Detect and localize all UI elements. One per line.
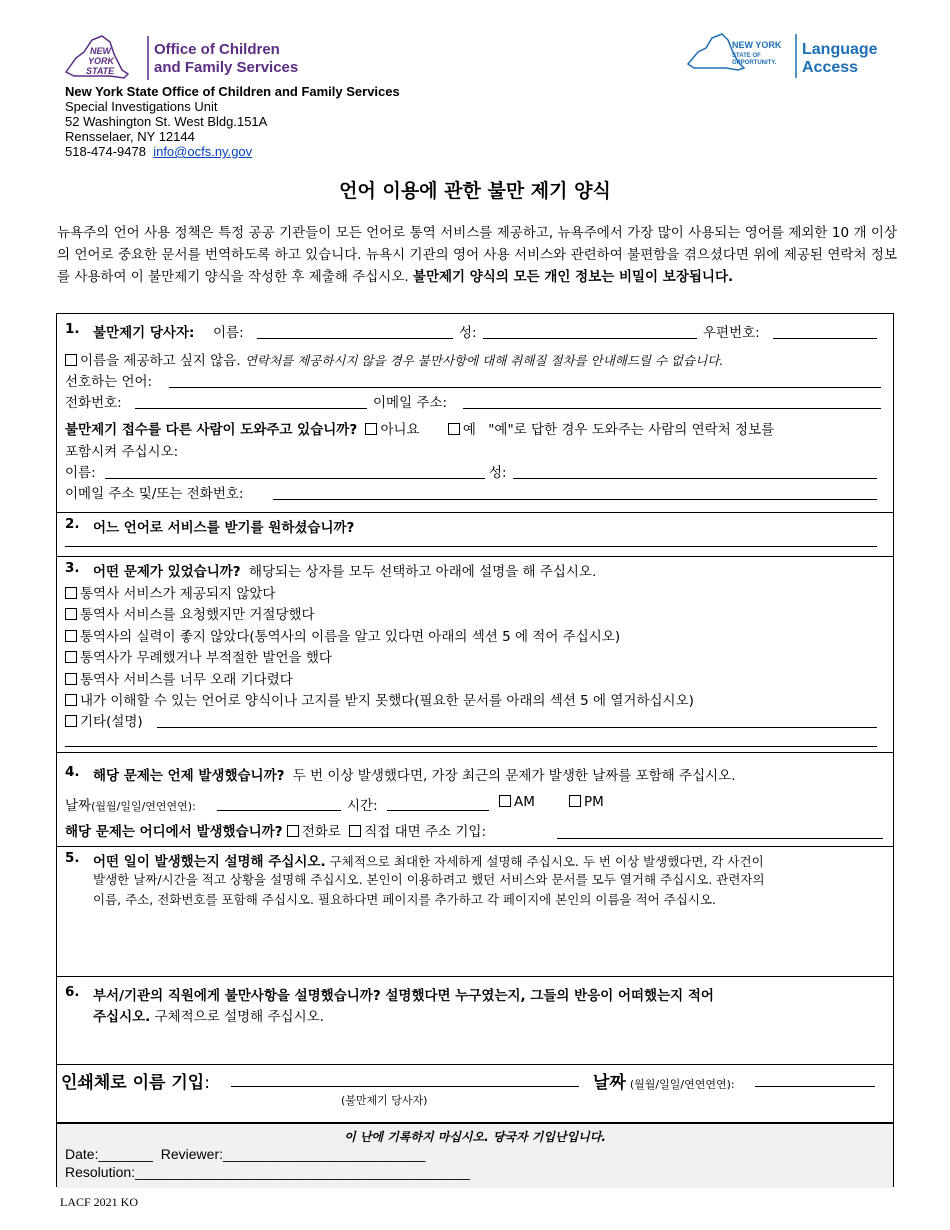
s1-email-field[interactable]	[463, 408, 881, 409]
helper-contact-label: 이메일 주소 및/또는 전화번호:	[65, 486, 244, 502]
s3-option-label: 내가 이해할 수 있는 언어로 양식이나 고지를 받지 못했다(필요한 문서를 아래의 섹션 5 에 열거하십시오)	[80, 693, 694, 709]
org-address-2: Rensselaer, NY 12144	[65, 129, 195, 144]
s3-option	[65, 582, 275, 602]
s6-question-2: 주십시오.	[93, 1009, 151, 1025]
s3-instruction: 해당되는 상자를 모두 선택하고 아래에 설명을 해 주십시오.	[248, 564, 597, 580]
svg-text:STATE OF: STATE OF	[732, 53, 761, 59]
form-code: LACF 2021 KO	[60, 1195, 139, 1209]
s3-option-checkbox[interactable]	[65, 608, 77, 620]
s5-line-2: 발생한 날짜/시간을 적고 상황을 설명해 주십시오. 본인이 이용하려고 했던 서비스와 문서를 모두 열거해 주십시오. 관련자의	[93, 872, 765, 887]
s5-question: 어떤 일이 발생했는지 설명해 주십시오.	[93, 854, 326, 870]
org-phone-email	[65, 144, 400, 159]
sig-date-field[interactable]	[755, 1086, 875, 1087]
helper-contact-field[interactable]	[273, 499, 877, 500]
org-unit: Special Investigations Unit	[65, 99, 218, 114]
helper-no-label: 아니요	[380, 422, 420, 438]
org-address-1: 52 Washington St. West Bldg.151A	[65, 114, 268, 129]
s1-num: 1.	[65, 321, 80, 337]
sig-date-row	[593, 1068, 735, 1093]
intro-text: 뉴욕주의 언어 사용 정책은 특정 공공 기관들이 모든 언어로 통역 서비스를 제공하고, 뉴욕주에서 가장 많이 사용되는 영어를 제외한 10 개 이상의 언어로 중요한 문서를 번역하도록 하고 있습니다. 뉴욕시 기관의 영어 사용 서비스와 관련하여 불편함을 겪으셨다면 위에 제공된 연락처 정보를 사용하여 이 불만제기 양식을 작성한 후 제출해 주십시오.	[57, 225, 897, 285]
s5-line-1: 구체적으로 최대한 자세하게 설명해 주십시오. 두 번 이상 발생했다면, 각 사건이	[329, 854, 764, 869]
svg-text:OPPORTUNITY.: OPPORTUNITY.	[732, 60, 777, 66]
org-phone: 518-474-9478	[65, 144, 146, 159]
svg-text:NEW YORK: NEW YORK	[732, 40, 782, 50]
signature-section	[57, 1064, 893, 1122]
office-resolution-label: Resolution:___________________________________________	[65, 1164, 470, 1180]
s3-option-label: 기타(설명)	[80, 714, 143, 730]
page-title: 언어 이용에 관한 불만 제기 양식	[339, 180, 611, 202]
helper-yes-checkbox[interactable]	[448, 423, 460, 435]
s4-address-field[interactable]	[557, 838, 883, 839]
s3-option	[65, 603, 315, 623]
helper-last-label: 성:	[489, 465, 507, 481]
s4-date-label-row	[65, 794, 196, 814]
s1-name-label: 이름:	[213, 325, 244, 341]
no-name-checkbox[interactable]	[65, 354, 77, 366]
office-date-label: Date:_______	[65, 1146, 153, 1162]
s3-option-label: 통역사 서비스가 제공되지 않았다	[80, 586, 276, 602]
s3-option	[65, 646, 332, 666]
s3-option-checkbox[interactable]	[65, 630, 77, 642]
s3-option-checkbox[interactable]	[65, 587, 77, 599]
s3-option	[65, 689, 694, 709]
sig-under-label: (불만제기 당사자)	[341, 1094, 428, 1107]
s3-option-label: 통역사의 실력이 좋지 않았다(통역사의 이름을 알고 있다면 아래의 섹션 5 에 적어 주십시오)	[80, 629, 621, 645]
s3-option-label: 통역사 서비스를 요청했지만 거절당했다	[80, 607, 315, 623]
s2-question: 어느 언어로 서비스를 받기를 원하셨습니까?	[93, 520, 355, 536]
s6-row-2	[93, 1005, 324, 1025]
phone-opt-label: 전화로	[301, 824, 341, 840]
s4-num: 4.	[65, 764, 80, 780]
s3-other-field[interactable]	[157, 727, 877, 728]
section-4	[57, 752, 893, 847]
office-use-notice: 이 난에 기록하지 마십시오. 당국자 기입난입니다.	[344, 1130, 606, 1144]
sig-name-row	[61, 1068, 210, 1093]
s4-time-label: 시간:	[347, 798, 378, 814]
section-3	[57, 556, 893, 753]
org-email-link[interactable]: info@ocfs.ny.gov	[153, 144, 253, 159]
office-reviewer-label: Reviewer:__________________________	[160, 1146, 426, 1162]
s4-date-label: 날짜	[65, 798, 92, 814]
s4-date-field[interactable]	[217, 810, 341, 811]
s3-option	[65, 625, 620, 645]
s1-pref-lang-field[interactable]	[169, 387, 881, 388]
language-access-logo	[686, 30, 886, 82]
s1-zip-label: 우편번호:	[703, 325, 760, 341]
pm-label: PM	[584, 794, 604, 810]
s4-where-row	[65, 820, 486, 840]
office-use-box	[57, 1122, 893, 1188]
s3-other-field-2[interactable]	[65, 746, 877, 747]
am-label: AM	[514, 794, 535, 810]
sig-print-name-label: 인쇄체로 이름 기입	[61, 1073, 205, 1093]
s5-row-1	[93, 850, 764, 870]
s3-question: 어떤 문제가 있었습니까?	[93, 564, 241, 580]
org-name: New York State Office of Children and Family Services	[65, 84, 400, 99]
ny-state-map-icon	[62, 32, 322, 84]
s5-line-3: 이름, 주소, 전화번호를 포함해 주십시오. 필요하다면 페이지를 추가하고 각 페이지에 본인의 이름을 적어 주십시오.	[93, 892, 716, 907]
intro-confidential: 불만제기 양식의 모든 개인 정보는 비밀이 보장됩니다.	[412, 269, 734, 285]
s5-num: 5.	[65, 850, 80, 866]
svg-text:STATE: STATE	[86, 66, 115, 76]
svg-text:Office of Children: Office of Children	[154, 41, 280, 58]
sig-name-field[interactable]	[231, 1086, 579, 1087]
inperson-checkbox[interactable]	[349, 825, 361, 837]
s1-phone-field[interactable]	[135, 408, 367, 409]
s1-zip-field[interactable]	[773, 338, 877, 339]
sig-date-label: 날짜	[593, 1073, 626, 1093]
no-name-label: 이름을 제공하고 싶지 않음.	[80, 353, 241, 369]
s6-num: 6.	[65, 984, 80, 1000]
s3-option-checkbox[interactable]	[65, 715, 77, 727]
inperson-opt-label: 직접 대면 주소 기입:	[364, 824, 487, 840]
s3-heading-row	[93, 560, 596, 580]
s6-question-1: 부서/기관의 직원에게 불만사항을 설명했습니까? 설명했다면 누구였는지, 그들의 반응이 어떠했는지 적어	[93, 988, 714, 1004]
s3-option-label: 통역사가 무례했거나 부적절한 발언을 했다	[80, 650, 332, 666]
helper-question: 불만제기 접수를 다른 사람이 도와주고 있습니까?	[65, 422, 358, 438]
s1-name-field[interactable]	[257, 338, 453, 339]
s4-question: 해당 문제는 언제 발생했습니까?	[93, 768, 285, 784]
s3-num: 3.	[65, 560, 80, 576]
s1-heading: 불만제기 당사자:	[93, 325, 195, 341]
s1-helper-row	[65, 418, 774, 438]
section-2	[57, 512, 893, 557]
org-contact-block	[65, 84, 400, 159]
svg-text:Access: Access	[802, 59, 859, 76]
helper-yes-label: 예	[462, 422, 476, 438]
helper-note-1: "예"로 답한 경우 도와주는 사람의 연락처 정보를	[488, 422, 775, 438]
s3-option-checkbox[interactable]	[65, 673, 77, 685]
s1-phone-label: 전화번호:	[65, 395, 122, 411]
s3-option	[65, 668, 293, 688]
am-checkbox[interactable]	[499, 795, 511, 807]
phone-checkbox[interactable]	[287, 825, 299, 837]
s4-where-question: 해당 문제는 어디에서 발생했습니까?	[65, 824, 283, 840]
no-name-note: 연락처를 제공하시지 않을 경우 불만사항에 대해 취해질 절차를 안내해드릴 수 없습니다.	[244, 353, 724, 368]
helper-no-checkbox[interactable]	[365, 423, 377, 435]
helper-last-field[interactable]	[513, 478, 877, 479]
helper-name-field[interactable]	[105, 478, 485, 479]
complaint-form	[56, 313, 894, 1187]
s1-last-label: 성:	[459, 325, 477, 341]
s4-am-opt	[499, 794, 535, 810]
s4-time-field[interactable]	[387, 810, 489, 811]
s2-num: 2.	[65, 516, 80, 532]
svg-text:Language: Language	[802, 41, 878, 58]
s3-option-label: 통역사 서비스를 너무 오래 기다렸다	[80, 672, 293, 688]
helper-note-2: 포함시켜 주십시오:	[65, 444, 179, 460]
intro-paragraph	[57, 222, 897, 288]
s3-option-checkbox[interactable]	[65, 694, 77, 706]
s3-option	[65, 710, 143, 730]
svg-text:and Family Services: and Family Services	[154, 59, 299, 76]
svg-text:NEW: NEW	[90, 46, 111, 56]
s4-heading-row	[93, 764, 736, 784]
s1-email-label: 이메일 주소:	[373, 395, 448, 411]
ocfs-logo	[62, 32, 322, 84]
s4-date-format: (월월/일일/연연연연):	[91, 800, 196, 813]
ny-opportunity-map-icon	[686, 30, 886, 82]
section-6	[57, 976, 893, 1065]
s1-last-field[interactable]	[483, 338, 697, 339]
sig-colon: :	[204, 1073, 210, 1093]
section-5	[57, 846, 893, 977]
s4-pm-opt	[569, 794, 604, 810]
s6-instruction: 구체적으로 설명해 주십시오.	[154, 1009, 324, 1025]
sig-date-format: (월월/일일/연연연연):	[629, 1078, 735, 1091]
svg-text:YORK: YORK	[88, 56, 115, 66]
section-1	[57, 314, 893, 513]
pm-checkbox[interactable]	[569, 795, 581, 807]
office-date-reviewer-row	[65, 1146, 425, 1162]
s1-pref-lang-label: 선호하는 언어:	[65, 374, 153, 390]
helper-name-label: 이름:	[65, 465, 96, 481]
s1-no-name-row	[65, 349, 723, 369]
s4-instruction: 두 번 이상 발생했다면, 가장 최근의 문제가 발생한 날짜를 포함해 주십시오.	[292, 768, 736, 784]
s2-answer-field[interactable]	[65, 546, 877, 547]
s3-option-checkbox[interactable]	[65, 651, 77, 663]
